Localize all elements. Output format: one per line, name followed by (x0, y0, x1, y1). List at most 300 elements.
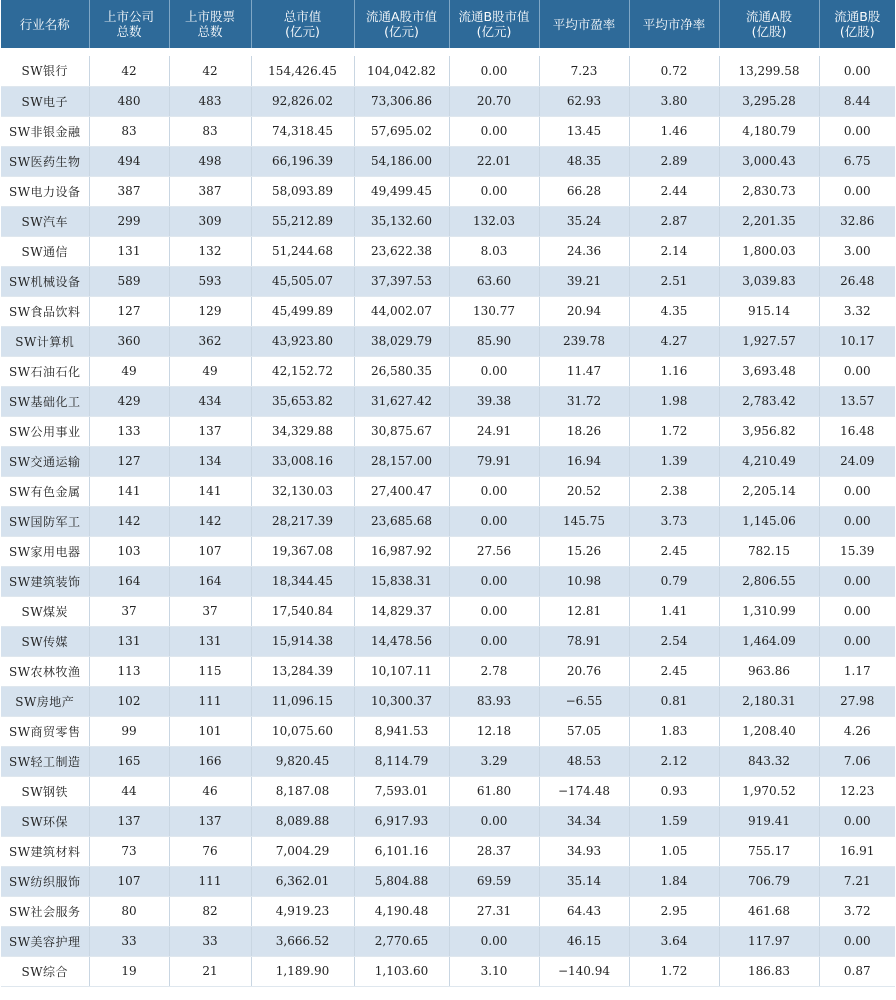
table-cell: 166 (169, 746, 251, 776)
industry-name-cell: SW纺织服饰 (1, 866, 89, 896)
table-cell: 57,695.02 (354, 116, 449, 146)
table-cell: 45,505.07 (251, 266, 354, 296)
table-cell: 13,284.39 (251, 656, 354, 686)
industry-name-cell: SW商贸零售 (1, 716, 89, 746)
industry-name-cell: SW通信 (1, 236, 89, 266)
table-cell: 11,096.15 (251, 686, 354, 716)
table-cell: 42,152.72 (251, 356, 354, 386)
table-cell: 92,826.02 (251, 86, 354, 116)
table-cell: 132.03 (449, 206, 539, 236)
table-cell: 63.60 (449, 266, 539, 296)
table-cell: 37 (89, 596, 169, 626)
table-cell: 3.10 (449, 956, 539, 986)
table-cell: 18,344.45 (251, 566, 354, 596)
table-cell: 429 (89, 386, 169, 416)
table-row (1, 86, 895, 116)
table-cell: 33 (169, 926, 251, 956)
table-row (1, 866, 895, 896)
table-cell: 137 (169, 416, 251, 446)
table-cell: 4.35 (629, 296, 719, 326)
table-cell: 7,593.01 (354, 776, 449, 806)
table-cell: 20.70 (449, 86, 539, 116)
table-cell: 915.14 (719, 296, 819, 326)
table-cell: 83 (89, 116, 169, 146)
table-cell: 51,244.68 (251, 236, 354, 266)
column-header-line: 上市公司 (103, 9, 154, 24)
table-cell: −140.94 (539, 956, 629, 986)
table-cell: 38,029.79 (354, 326, 449, 356)
table-cell: 3.73 (629, 506, 719, 536)
table-row (1, 776, 895, 806)
table-cell: 44 (89, 776, 169, 806)
table-cell: −6.55 (539, 686, 629, 716)
table-cell: 0.93 (629, 776, 719, 806)
industry-name-cell: SW建筑装饰 (1, 566, 89, 596)
industry-name-cell: SW基础化工 (1, 386, 89, 416)
table-cell: 69.59 (449, 866, 539, 896)
table-row (1, 506, 895, 536)
table-cell: 42 (169, 56, 251, 86)
table-cell: 9,820.45 (251, 746, 354, 776)
column-header-line: 总数 (197, 24, 223, 39)
column-header-line: (亿股) (751, 24, 787, 39)
table-cell: 0.00 (449, 596, 539, 626)
industry-name-cell: SW综合 (1, 956, 89, 986)
table-cell: 4,210.49 (719, 446, 819, 476)
table-cell: 2,205.14 (719, 476, 819, 506)
table-cell: 3.00 (819, 236, 895, 266)
table-cell: 0.00 (449, 566, 539, 596)
table-cell: 0.00 (819, 176, 895, 206)
table-cell: 58,093.89 (251, 176, 354, 206)
table-cell: 20.76 (539, 656, 629, 686)
column-header-line: 平均市净率 (642, 16, 706, 32)
table-cell: 142 (169, 506, 251, 536)
table-cell: 62.93 (539, 86, 629, 116)
table-cell: 0.00 (819, 356, 895, 386)
table-cell: 2.12 (629, 746, 719, 776)
table-cell: 33,008.16 (251, 446, 354, 476)
table-cell: 27,400.47 (354, 476, 449, 506)
table-cell: 7.21 (819, 866, 895, 896)
table-cell: 0.00 (449, 926, 539, 956)
table-cell: 44,002.07 (354, 296, 449, 326)
industry-name-cell: SW计算机 (1, 326, 89, 356)
table-cell: 76 (169, 836, 251, 866)
industry-name-cell: SW电力设备 (1, 176, 89, 206)
table-cell: 3,666.52 (251, 926, 354, 956)
table-cell: 0.00 (449, 116, 539, 146)
table-row (1, 116, 895, 146)
table-cell: 54,186.00 (354, 146, 449, 176)
table-cell: 154,426.45 (251, 56, 354, 86)
table-cell: 2.44 (629, 176, 719, 206)
table-cell: 13,299.58 (719, 56, 819, 86)
table-cell: 3.32 (819, 296, 895, 326)
table-cell: 480 (89, 86, 169, 116)
table-cell: 137 (169, 806, 251, 836)
table-row (1, 236, 895, 266)
table-cell: 24.36 (539, 236, 629, 266)
table-cell: 16.48 (819, 416, 895, 446)
table-cell: 104,042.82 (354, 56, 449, 86)
table-cell: 82 (169, 896, 251, 926)
industry-name-cell: SW公用事业 (1, 416, 89, 446)
table-cell: 79.91 (449, 446, 539, 476)
table-cell: 27.56 (449, 536, 539, 566)
table-row (1, 626, 895, 656)
table-cell: 28,157.00 (354, 446, 449, 476)
table-cell: 13.57 (819, 386, 895, 416)
table-cell: 61.80 (449, 776, 539, 806)
table-cell: 103 (89, 536, 169, 566)
column-header (1, 0, 89, 48)
table-cell: 18.26 (539, 416, 629, 446)
table-cell: 20.94 (539, 296, 629, 326)
table-cell: 35.24 (539, 206, 629, 236)
table-cell: 39.21 (539, 266, 629, 296)
table-cell: 24.91 (449, 416, 539, 446)
table-cell: 0.00 (819, 926, 895, 956)
table-cell: 16,987.92 (354, 536, 449, 566)
table-cell: 129 (169, 296, 251, 326)
table-cell: 1,464.09 (719, 626, 819, 656)
table-row (1, 206, 895, 236)
table-cell: 3,956.82 (719, 416, 819, 446)
column-header (719, 0, 819, 48)
industry-name-cell: SW石油石化 (1, 356, 89, 386)
table-cell: 1.72 (629, 956, 719, 986)
table-cell: 12.23 (819, 776, 895, 806)
table-cell: 66,196.39 (251, 146, 354, 176)
table-cell: 35.14 (539, 866, 629, 896)
table-cell: 8.03 (449, 236, 539, 266)
table-cell: 24.09 (819, 446, 895, 476)
table-cell: 7,004.29 (251, 836, 354, 866)
column-header (629, 0, 719, 48)
table-cell: 130.77 (449, 296, 539, 326)
table-cell: 1.41 (629, 596, 719, 626)
table-cell: 164 (89, 566, 169, 596)
table-row (1, 176, 895, 206)
table-cell: 1.17 (819, 656, 895, 686)
table-cell: 0.00 (819, 596, 895, 626)
industry-name-cell: SW汽车 (1, 206, 89, 236)
table-row (1, 446, 895, 476)
industry-name-cell: SW国防军工 (1, 506, 89, 536)
column-header (449, 0, 539, 48)
table-cell: 186.83 (719, 956, 819, 986)
table-row (1, 296, 895, 326)
table-cell: 165 (89, 746, 169, 776)
table-cell: 3,000.43 (719, 146, 819, 176)
table-cell: 10,300.37 (354, 686, 449, 716)
table-cell: 919.41 (719, 806, 819, 836)
industry-name-cell: SW美容护理 (1, 926, 89, 956)
table-header-row (1, 0, 895, 48)
table-cell: 142 (89, 506, 169, 536)
table-cell: 0.00 (819, 116, 895, 146)
table-cell: 16.91 (819, 836, 895, 866)
table-cell: 2,783.42 (719, 386, 819, 416)
table-cell: 34,329.88 (251, 416, 354, 446)
table-row (1, 326, 895, 356)
table-cell: 127 (89, 446, 169, 476)
table-cell: 2,770.65 (354, 926, 449, 956)
table-cell: 2.78 (449, 656, 539, 686)
table-cell: 57.05 (539, 716, 629, 746)
table-cell: 17,540.84 (251, 596, 354, 626)
table-cell: 127 (89, 296, 169, 326)
table-row (1, 746, 895, 776)
table-cell: 2.38 (629, 476, 719, 506)
table-cell: 8,089.88 (251, 806, 354, 836)
table-cell: 2,830.73 (719, 176, 819, 206)
table-cell: 10,107.11 (354, 656, 449, 686)
table-cell: 2.54 (629, 626, 719, 656)
table-cell: 164 (169, 566, 251, 596)
table-cell: 132 (169, 236, 251, 266)
table-cell: 28,217.39 (251, 506, 354, 536)
table-cell: 48.53 (539, 746, 629, 776)
column-header (169, 0, 251, 48)
column-header-line: 流通A股 (745, 9, 793, 24)
table-cell: 141 (169, 476, 251, 506)
table-cell: 498 (169, 146, 251, 176)
table-cell: 33 (89, 926, 169, 956)
table-cell: 21 (169, 956, 251, 986)
column-header-line: 上市股票 (184, 9, 235, 24)
table-cell: 0.00 (449, 476, 539, 506)
table-cell: 387 (169, 176, 251, 206)
table-cell: 5,804.88 (354, 866, 449, 896)
table-cell: 1,103.60 (354, 956, 449, 986)
table-cell: 20.52 (539, 476, 629, 506)
industry-name-cell: SW食品饮料 (1, 296, 89, 326)
column-header (539, 0, 629, 48)
table-cell: 26.48 (819, 266, 895, 296)
table-row (1, 896, 895, 926)
table-cell: 10.98 (539, 566, 629, 596)
table-cell: 0.00 (449, 356, 539, 386)
table-row (1, 716, 895, 746)
table-cell: 23,622.38 (354, 236, 449, 266)
table-cell: 34.93 (539, 836, 629, 866)
table-cell: 37 (169, 596, 251, 626)
industry-name-cell: SW电子 (1, 86, 89, 116)
table-row (1, 656, 895, 686)
table-row (1, 146, 895, 176)
table-cell: 755.17 (719, 836, 819, 866)
table-cell: 6.75 (819, 146, 895, 176)
table-cell: 0.00 (449, 56, 539, 86)
column-header (354, 0, 449, 48)
table-cell: 131 (169, 626, 251, 656)
table-cell: 15.39 (819, 536, 895, 566)
table-cell: 3,295.28 (719, 86, 819, 116)
table-cell: 10.17 (819, 326, 895, 356)
table-cell: 0.00 (819, 566, 895, 596)
table-cell: 31.72 (539, 386, 629, 416)
table-row (1, 266, 895, 296)
table-cell: 1,310.99 (719, 596, 819, 626)
table-row (1, 596, 895, 626)
table-cell: 963.86 (719, 656, 819, 686)
table-cell: 99 (89, 716, 169, 746)
table-cell: 1.72 (629, 416, 719, 446)
table-cell: 1.46 (629, 116, 719, 146)
table-cell: 83.93 (449, 686, 539, 716)
table-row (1, 386, 895, 416)
table-cell: 6,101.16 (354, 836, 449, 866)
table-cell: 0.00 (449, 806, 539, 836)
table-cell: 3.29 (449, 746, 539, 776)
table-cell: 34.34 (539, 806, 629, 836)
table-cell: 78.91 (539, 626, 629, 656)
table-cell: 15,838.31 (354, 566, 449, 596)
table-cell: 3.72 (819, 896, 895, 926)
table-cell: 0.00 (819, 806, 895, 836)
table-cell: 39.38 (449, 386, 539, 416)
table-cell: 1.59 (629, 806, 719, 836)
table-cell: 4,919.23 (251, 896, 354, 926)
table-cell: 3.80 (629, 86, 719, 116)
column-header (251, 0, 354, 48)
column-header-line: 平均市盈率 (552, 16, 616, 32)
table-cell: 0.79 (629, 566, 719, 596)
table-cell: 73,306.86 (354, 86, 449, 116)
industry-name-cell: SW交通运输 (1, 446, 89, 476)
table-cell: 115 (169, 656, 251, 686)
table-cell: 12.18 (449, 716, 539, 746)
table-cell: 74,318.45 (251, 116, 354, 146)
table-cell: 7.06 (819, 746, 895, 776)
table-cell: 85.90 (449, 326, 539, 356)
table-row (1, 926, 895, 956)
table-row (1, 566, 895, 596)
table-cell: 31,627.42 (354, 386, 449, 416)
table-cell: 48.35 (539, 146, 629, 176)
table-cell: 362 (169, 326, 251, 356)
table-cell: 43,923.80 (251, 326, 354, 356)
table-cell: 27.31 (449, 896, 539, 926)
table-cell: 27.98 (819, 686, 895, 716)
industry-name-cell: SW环保 (1, 806, 89, 836)
table-cell: 15,914.38 (251, 626, 354, 656)
table-cell: 1,145.06 (719, 506, 819, 536)
table-cell: 35,653.82 (251, 386, 354, 416)
table-cell: 2.14 (629, 236, 719, 266)
column-header (89, 0, 169, 48)
table-cell: 12.81 (539, 596, 629, 626)
table-row (1, 806, 895, 836)
table-cell: 387 (89, 176, 169, 206)
table-cell: 26,580.35 (354, 356, 449, 386)
table-cell: 133 (89, 416, 169, 446)
table-cell: 14,478.56 (354, 626, 449, 656)
column-header-line: 流通A股市值 (365, 9, 438, 24)
table-cell: 4,190.48 (354, 896, 449, 926)
table-cell: 19,367.08 (251, 536, 354, 566)
industry-name-cell: SW社会服务 (1, 896, 89, 926)
table-cell: 360 (89, 326, 169, 356)
table-cell: 107 (89, 866, 169, 896)
table-cell: 1,208.40 (719, 716, 819, 746)
table-cell: 2,201.35 (719, 206, 819, 236)
industry-name-cell: SW家用电器 (1, 536, 89, 566)
table-cell: 80 (89, 896, 169, 926)
table-row (1, 836, 895, 866)
table-cell: 30,875.67 (354, 416, 449, 446)
table-cell: 66.28 (539, 176, 629, 206)
table-cell: 2.95 (629, 896, 719, 926)
industry-name-cell: SW机械设备 (1, 266, 89, 296)
table-row (1, 536, 895, 566)
table-cell: 49,499.45 (354, 176, 449, 206)
table-cell: 0.00 (819, 506, 895, 536)
industry-name-cell: SW煤炭 (1, 596, 89, 626)
table-cell: 111 (169, 866, 251, 896)
table-cell: 101 (169, 716, 251, 746)
table-row (1, 476, 895, 506)
table-cell: 4.26 (819, 716, 895, 746)
table-cell: 145.75 (539, 506, 629, 536)
table-cell: 2.45 (629, 536, 719, 566)
table-cell: 46.15 (539, 926, 629, 956)
industry-name-cell: SW医药生物 (1, 146, 89, 176)
table-cell: 3,039.83 (719, 266, 819, 296)
table-cell: 19 (89, 956, 169, 986)
industry-name-cell: SW房地产 (1, 686, 89, 716)
column-header-line: (亿元) (285, 24, 320, 39)
table-cell: 111 (169, 686, 251, 716)
table-cell: 3.64 (629, 926, 719, 956)
table-cell: 32,130.03 (251, 476, 354, 506)
table-cell: 483 (169, 86, 251, 116)
table-cell: 0.72 (629, 56, 719, 86)
table-cell: 7.23 (539, 56, 629, 86)
table-cell: 0.00 (819, 476, 895, 506)
table-row (1, 686, 895, 716)
table-cell: 1,189.90 (251, 956, 354, 986)
table-cell: 131 (89, 626, 169, 656)
column-header-line: (亿股) (839, 24, 875, 39)
table-cell: 8,941.53 (354, 716, 449, 746)
table-cell: 2,180.31 (719, 686, 819, 716)
table-cell: 45,499.89 (251, 296, 354, 326)
table-cell: 434 (169, 386, 251, 416)
table-cell: 22.01 (449, 146, 539, 176)
table-cell: 2,806.55 (719, 566, 819, 596)
industry-name-cell: SW建筑材料 (1, 836, 89, 866)
table-cell: 1,970.52 (719, 776, 819, 806)
table-cell: 299 (89, 206, 169, 236)
table-cell: 239.78 (539, 326, 629, 356)
table-cell: 309 (169, 206, 251, 236)
table-cell: 11.47 (539, 356, 629, 386)
table-cell: 55,212.89 (251, 206, 354, 236)
column-header-line: 行业名称 (19, 16, 70, 32)
table-cell: 0.81 (629, 686, 719, 716)
industry-name-cell: SW轻工制造 (1, 746, 89, 776)
column-header-line: 总市值 (283, 9, 322, 24)
table-cell: 1.84 (629, 866, 719, 896)
table-cell: 1.83 (629, 716, 719, 746)
column-header-line: 流通B股市值 (458, 9, 530, 24)
table-cell: 1.16 (629, 356, 719, 386)
table-cell: 0.87 (819, 956, 895, 986)
table-row (1, 956, 895, 986)
